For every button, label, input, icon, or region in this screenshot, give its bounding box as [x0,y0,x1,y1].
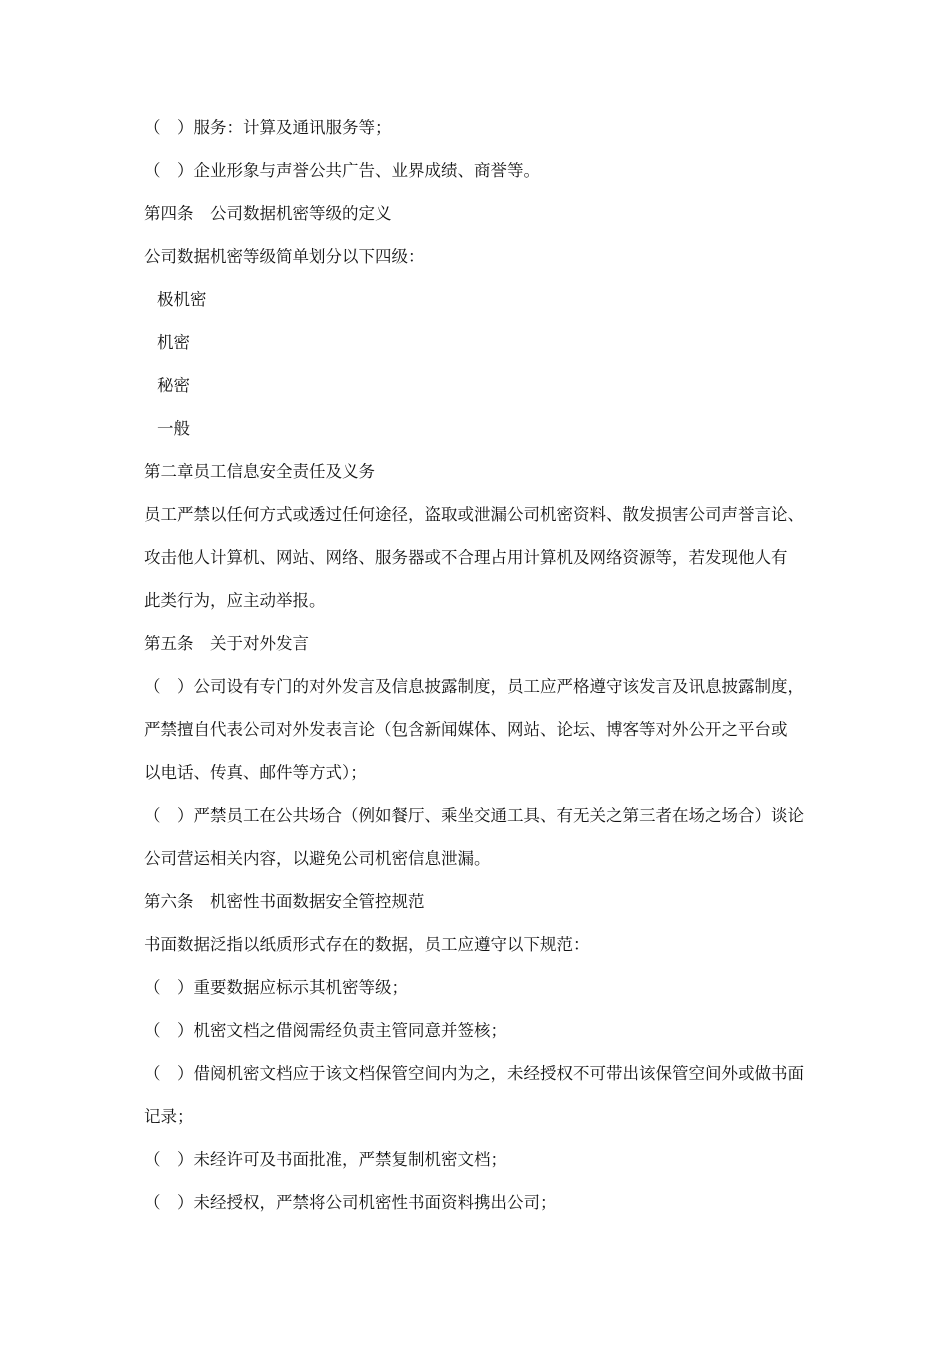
paragraph-line: （ ）公司设有专门的对外发言及信息披露制度，员工应严格遵守该发言及讯息披露制度， [144,677,804,696]
paragraph-line: （ ）未经许可及书面批准，严禁复制机密文档； [144,1150,507,1169]
paragraph-line: 严禁擅自代表公司对外发表言论（包含新闻媒体、网站、论坛、博客等对外公开之平台或 [144,720,788,739]
paragraph-line: 攻击他人计算机、网站、网络、服务器或不合理占用计算机及网络资源等，若发现他人有 [144,548,788,567]
paragraph-line: 此类行为，应主动举报。 [144,591,326,610]
paragraph-line: 书面数据泛指以纸质形式存在的数据，员工应遵守以下规范： [144,935,590,954]
paragraph-services: （ ）服务：计算及通讯服务等； [144,118,392,137]
list-item-top-secret: 极机密 [157,290,207,309]
paragraph-corporate-image: （ ）企业形象与声誉公共广告、业界成绩、商誉等。 [144,161,540,180]
paragraph-line: （ ）严禁员工在公共场合（例如餐厅、乘坐交通工具、有无关之第三者在场之场合）谈论 [144,806,804,825]
heading-article-4: 第四条 公司数据机密等级的定义 [144,204,392,223]
paragraph-line: 记录； [144,1107,194,1126]
heading-article-6: 第六条 机密性书面数据安全管控规范 [144,892,425,911]
list-item-confidential: 机密 [157,333,190,352]
paragraph-levels-intro: 公司数据机密等级简单划分以下四级： [144,247,425,266]
paragraph-line: 以电话、传真、邮件等方式）； [144,763,367,782]
list-item-general: 一般 [157,419,190,438]
paragraph-line: 员工严禁以任何方式或透过任何途径，盗取或泄漏公司机密资料、散发损害公司声誉言论、 [144,505,804,524]
list-item-secret: 秘密 [157,376,190,395]
paragraph-line: （ ）机密文档之借阅需经负责主管同意并签核； [144,1021,507,1040]
paragraph-line: （ ）重要数据应标示其机密等级； [144,978,408,997]
paragraph-line: （ ）借阅机密文档应于该文档保管空间内为之，未经授权不可带出该保管空间外或做书面 [144,1064,804,1083]
paragraph-line: 公司营运相关内容，以避免公司机密信息泄漏。 [144,849,491,868]
heading-chapter-2: 第二章员工信息安全责任及义务 [144,462,375,481]
heading-article-5: 第五条 关于对外发言 [144,634,309,653]
paragraph-line: （ ）未经授权，严禁将公司机密性书面资料携出公司； [144,1193,557,1212]
